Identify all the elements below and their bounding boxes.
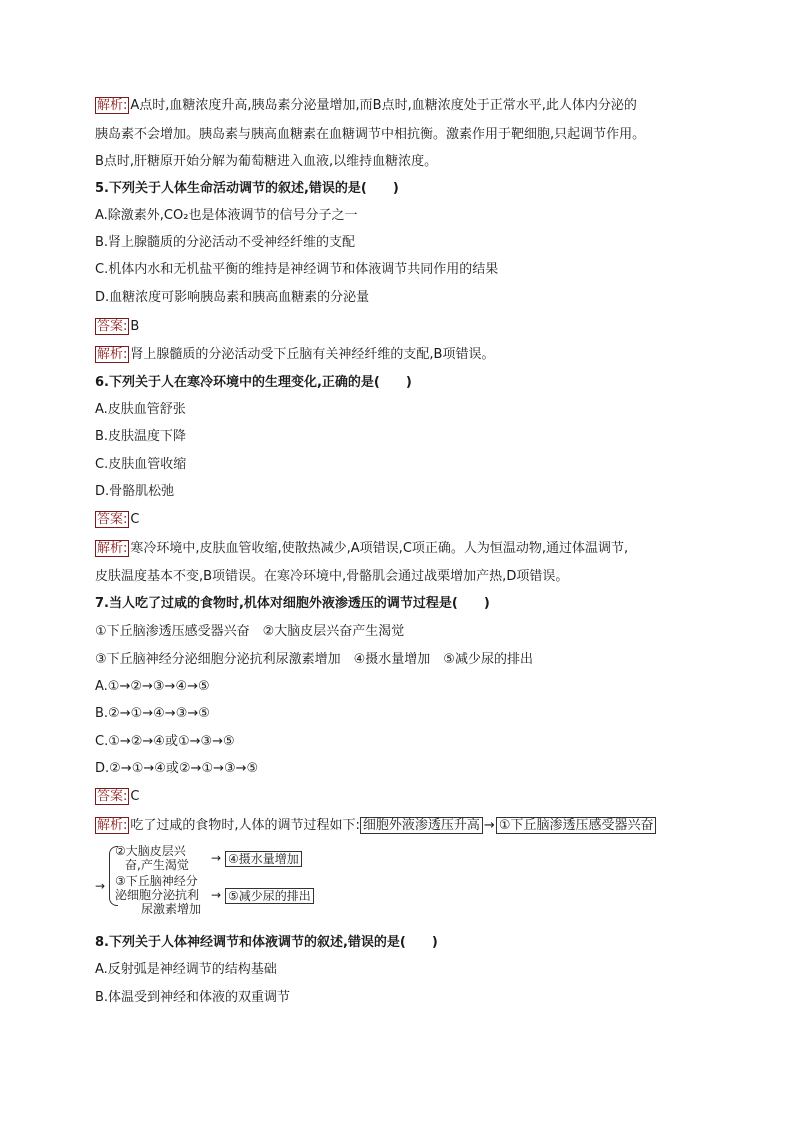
q6-option-a: A.皮肤血管舒张	[95, 402, 186, 417]
diagram-arrow-3-5: →	[211, 888, 222, 902]
q8-option-b: B.体温受到神经和体液的双重调节	[95, 990, 291, 1005]
diagram-node-3-line-1: ③下丘脑神经分	[115, 874, 198, 888]
q7-answer	[95, 788, 139, 806]
q4-analysis-line-1	[95, 97, 637, 115]
diagram-node-3-line-3: 尿激素增加	[141, 902, 202, 916]
answer-tag: 答案:	[97, 512, 128, 527]
analysis-tag: 解析:	[97, 347, 128, 362]
q6-answer	[95, 511, 139, 529]
q5-stem: 5.下列关于人体生命活动调节的叙述,错误的是( )	[95, 181, 399, 196]
q5-answer	[95, 318, 139, 336]
q4-analysis-line-2: 胰岛素不会增加。胰岛素与胰高血糖素在血糖调节中相抗衡。激素作用于靶细胞,只起调节作用。	[95, 127, 646, 142]
q4-analysis-line-3: B点时,肝糖原开始分解为葡萄糖进入血液,以维持血糖浓度。	[95, 154, 438, 169]
flow-box-receptor-excited: ①下丘脑渗透压感受器兴奋	[496, 817, 657, 834]
q8-stem: 8.下列关于人体神经调节和体液调节的叙述,错误的是( )	[95, 935, 438, 950]
q7-option-c: C.①→②→④或①→③→⑤	[95, 734, 235, 749]
q6-analysis-text-1: 寒冷环境中,皮肤血管收缩,使散热减少,A项错误,C项正确。人为恒温动物,通过体温调节,	[130, 541, 629, 556]
q7-flow-diagram	[95, 842, 395, 922]
flow-box-osmotic-rise: 细胞外液渗透压升高	[360, 817, 483, 834]
q6-option-c: C.皮肤血管收缩	[95, 457, 187, 472]
q6-answer-value: C	[130, 512, 140, 527]
q5-answer-value: B	[130, 319, 140, 334]
analysis-tag: 解析:	[97, 541, 128, 556]
q7-stem: 7.当人吃了过咸的食物时,机体对细胞外液渗透压的调节过程是( )	[95, 596, 490, 611]
q7-analysis-prefix: 吃了过咸的食物时,人体的调节过程如下:	[130, 818, 360, 833]
q6-analysis-line-1	[95, 540, 628, 558]
flow-arrow: →	[483, 818, 495, 833]
diagram-node-3-line-2: 泌细胞分泌抗利	[115, 888, 200, 902]
q7-option-a: A.①→②→③→④→⑤	[95, 679, 210, 694]
q6-option-d: D.骨骼肌松弛	[95, 484, 175, 499]
q7-answer-value: C	[130, 789, 140, 804]
diagram-arrow-in: →	[95, 879, 106, 893]
q5-option-a: A.除激素外,CO₂也是体液调节的信号分子之一	[95, 208, 358, 223]
analysis-tag: 解析:	[97, 818, 128, 833]
q7-analysis	[95, 817, 656, 835]
diagram-node-2-line-2: 奋,产生渴觉	[125, 858, 189, 872]
q5-option-d: D.血糖浓度可影响胰岛素和胰高血糖素的分泌量	[95, 290, 370, 305]
diagram-node-4: ④摄水量增加	[225, 851, 302, 867]
q7-option-b: B.②→①→④→③→⑤	[95, 706, 210, 721]
q4-analysis-text-1: A点时,血糖浓度升高,胰岛素分泌量增加,而B点时,血糖浓度处于正常水平,此人体内分泌的	[130, 98, 637, 113]
q7-option-d: D.②→①→④或②→①→③→⑤	[95, 761, 259, 776]
q5-analysis-text: 肾上腺髓质的分泌活动受下丘脑有关神经纤维的支配,B项错误。	[130, 347, 495, 362]
q6-option-b: B.皮肤温度下降	[95, 429, 187, 444]
q5-option-b: B.肾上腺髓质的分泌活动不受神经纤维的支配	[95, 235, 356, 250]
answer-tag: 答案:	[97, 319, 128, 334]
diagram-node-2-line-1: ②大脑皮层兴	[115, 844, 186, 858]
answer-tag: 答案:	[97, 789, 128, 804]
q8-option-a: A.反射弧是神经调节的结构基础	[95, 962, 277, 977]
q5-option-c: C.机体内水和无机盐平衡的维持是神经调节和体液调节共同作用的结果	[95, 262, 499, 277]
q7-items-line-2: ③下丘脑神经分泌细胞分泌抗利尿激素增加 ④摄水量增加 ⑤减少尿的排出	[95, 652, 533, 667]
diagram-node-5: ⑤减少尿的排出	[225, 888, 314, 904]
q6-analysis-line-2: 皮肤温度基本不变,B项错误。在寒冷环境中,骨骼肌会通过战栗增加产热,D项错误。	[95, 569, 569, 584]
q6-stem: 6.下列关于人在寒冷环境中的生理变化,正确的是( )	[95, 375, 412, 390]
analysis-tag: 解析:	[97, 98, 128, 113]
q5-analysis	[95, 346, 494, 364]
q7-items-line-1: ①下丘脑渗透压感受器兴奋 ②大脑皮层兴奋产生渴觉	[95, 624, 405, 639]
diagram-arrow-2-4: →	[211, 851, 222, 865]
